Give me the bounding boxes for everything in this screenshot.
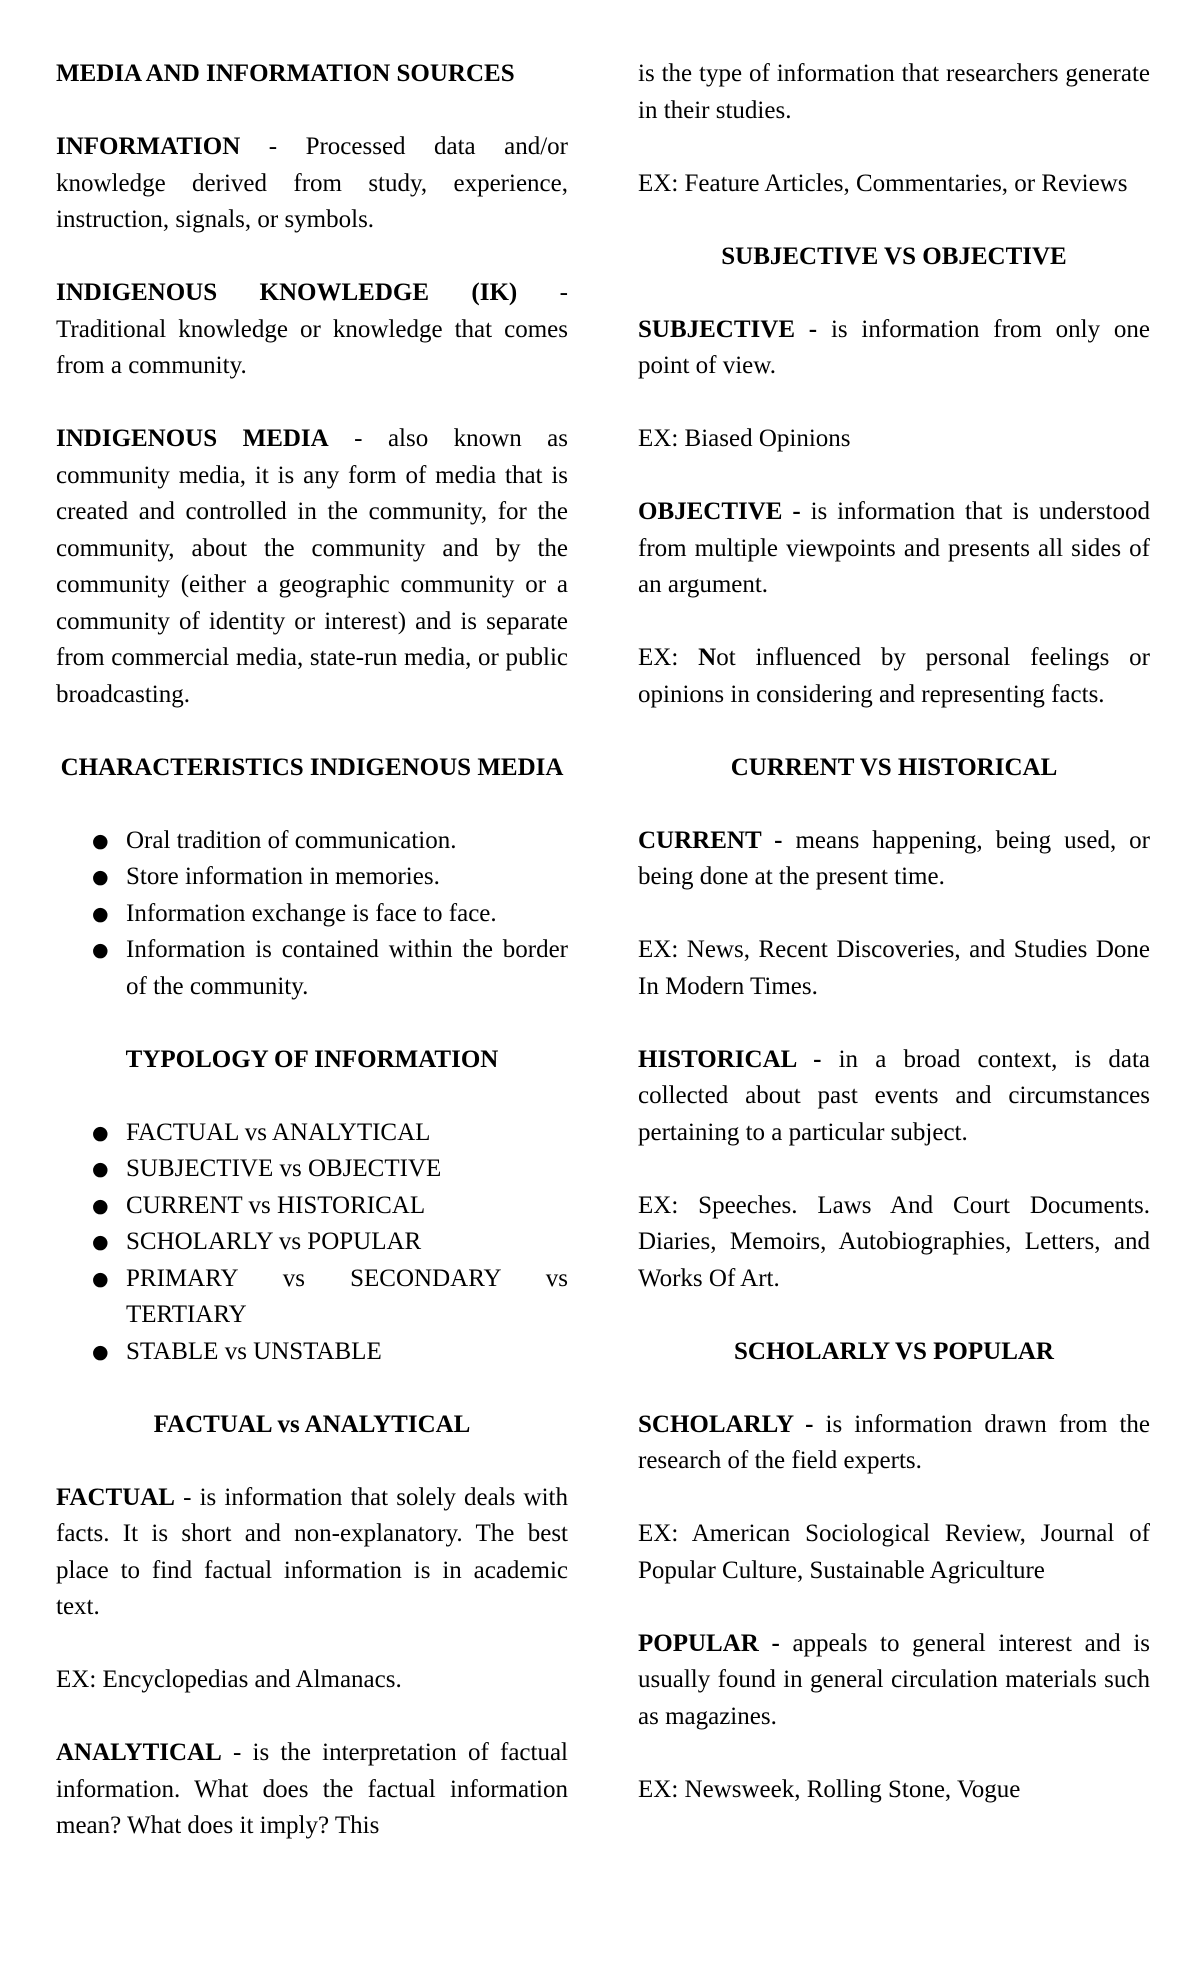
heading-factual-vs-analytical: FACTUAL vs ANALYTICAL: [153, 1410, 471, 1438]
definition-subjective: [638, 312, 1150, 385]
right-column: [638, 56, 1150, 1808]
definition-text: is information drawn from the research of the field experts.: [638, 1410, 1151, 1474]
characteristics-list: [56, 823, 568, 1006]
example-scholarly: EX: American Sociological Review, Journal of Popular Culture, Sustainable Agriculture: [638, 1520, 1150, 1584]
definition-popular: [638, 1626, 1150, 1736]
list-item: ● SUBJECTIVE vs OBJECTIVE: [56, 1151, 568, 1188]
example-factual: EX: Encyclopedias and Almanacs.: [56, 1666, 402, 1693]
definition-information: INFORMATION - Processed data and/or knowledge derived from study, experience, instruction, signals, or symbols.: [56, 133, 569, 233]
definition-analytical: ANALYTICAL - is the interpretation of factual information. What does the factual information mean? What does it imply? This: [56, 1739, 569, 1839]
list-item: ● STABLE vs UNSTABLE: [56, 1334, 568, 1371]
definition-text: is information that is understood from multiple viewpoints and presents all sides of an argument.: [638, 498, 1151, 598]
definition-factual: FACTUAL - is information that solely deals with facts. It is short and non-explanatory. The best place to find factual information is in academic text.: [56, 1483, 568, 1620]
example-current: EX: News, Recent Discoveries, and Studies Done In Modern Times.: [638, 936, 1150, 1000]
list-item: ● PRIMARY vs SECONDARY vs TERTIARY: [56, 1261, 568, 1334]
term-information: INFORMATION: [56, 133, 241, 160]
term-factual: FACTUAL: [56, 1483, 175, 1511]
term-current: CURRENT -: [638, 826, 783, 854]
definition-scholarly: [638, 1407, 1150, 1480]
list-item: ● Information exchange is face to face.: [56, 896, 568, 933]
example-historical: EX: Speeches. Laws And Court Documents. Diaries, Memoirs, Autobiographies, Letters, and Works Of Art.: [638, 1191, 1150, 1292]
definition-analytical-continued: is the type of information that researchers generate in their studies.: [638, 60, 1150, 124]
definition-objective: [638, 494, 1150, 604]
example-popular: EX: Newsweek, Rolling Stone, Vogue: [638, 1775, 1021, 1803]
example-analytical: EX: Feature Articles, Commentaries, or Reviews: [638, 169, 1128, 197]
term-scholarly: SCHOLARLY -: [638, 1410, 814, 1438]
heading-subjective-vs-objective: SUBJECTIVE VS OBJECTIVE: [721, 242, 1067, 270]
term-subjective: SUBJECTIVE -: [638, 315, 818, 343]
document-title: MEDIA AND INFORMATION SOURCES: [56, 60, 515, 87]
definition-text: Processed data and/or knowledge derived from study, experience, instruction, signals, or symbols.: [56, 133, 569, 233]
example-objective: EX: Not influenced by personal feelings or opinions in considering and representing facts.: [638, 644, 1151, 708]
left-column: [56, 56, 568, 1845]
definition-indigenous-media: INDIGENOUS MEDIA - also known as community media, it is any form of media that is created and controlled in the community, for the community, about the community and by the community (either a geographic community or a community of identity or interest) and is separate from commercial media, state-run media, or public broadcasting.: [56, 425, 569, 708]
example-subjective: EX: Biased Opinions: [638, 425, 851, 452]
heading-characteristics: CHARACTERISTICS INDIGENOUS MEDIA: [60, 753, 564, 781]
heading-scholarly-vs-popular: SCHOLARLY VS POPULAR: [734, 1337, 1054, 1365]
definition-current: [638, 823, 1150, 896]
list-item: ● Oral tradition of communication.: [56, 823, 568, 860]
definition-text: is information from only one point of view.: [638, 315, 1150, 379]
term-popular: POPULAR -: [638, 1629, 780, 1657]
term-historical: HISTORICAL -: [638, 1045, 822, 1073]
list-item: ● Store information in memories.: [56, 859, 568, 896]
term-indigenous-media: INDIGENOUS MEDIA: [56, 425, 329, 452]
definition-indigenous-knowledge: INDIGENOUS KNOWLEDGE (IK) - Traditional knowledge or knowledge that comes from a community.: [56, 279, 568, 379]
term-analytical: ANALYTICAL: [56, 1739, 222, 1766]
definition-text: also known as community media, it is any form of media that is created and controlled in the community, for the community, about the community and by the community (either a geographic community or a community of identity or interest) and is separate from commercial media, state-run media, or public broadcasting.: [56, 425, 569, 708]
term-indigenous-knowledge: INDIGENOUS KNOWLEDGE (IK): [56, 279, 518, 306]
definition-text: means happening, being used, or being done at the present time.: [638, 826, 1150, 890]
heading-current-vs-historical: CURRENT VS HISTORICAL: [730, 753, 1058, 781]
definition-text: Traditional knowledge or knowledge that comes from a community.: [56, 315, 568, 379]
definition-historical: [638, 1042, 1150, 1152]
term-objective: OBJECTIVE -: [638, 498, 801, 525]
list-item: ● FACTUAL vs ANALYTICAL: [56, 1115, 568, 1152]
definition-text: in a broad context, is data collected about past events and circumstances pertaining to a particular subject.: [638, 1045, 1150, 1146]
list-item: ● CURRENT vs HISTORICAL: [56, 1188, 568, 1225]
definition-text: appeals to general interest and is usually found in general circulation materials such as magazines.: [638, 1629, 1151, 1730]
heading-typology: TYPOLOGY OF INFORMATION: [125, 1045, 499, 1073]
definition-text: is the interpretation of factual information. What does the factual information mean? What does it imply? This: [56, 1739, 569, 1839]
list-item: ● SCHOLARLY vs POPULAR: [56, 1224, 568, 1261]
definition-text: is information that solely deals with facts. It is short and non-explanatory. The best place to find factual information is in academic text.: [56, 1483, 568, 1620]
list-item: ● Information is contained within the border of the community.: [56, 932, 568, 1005]
typology-list: [56, 1115, 568, 1371]
